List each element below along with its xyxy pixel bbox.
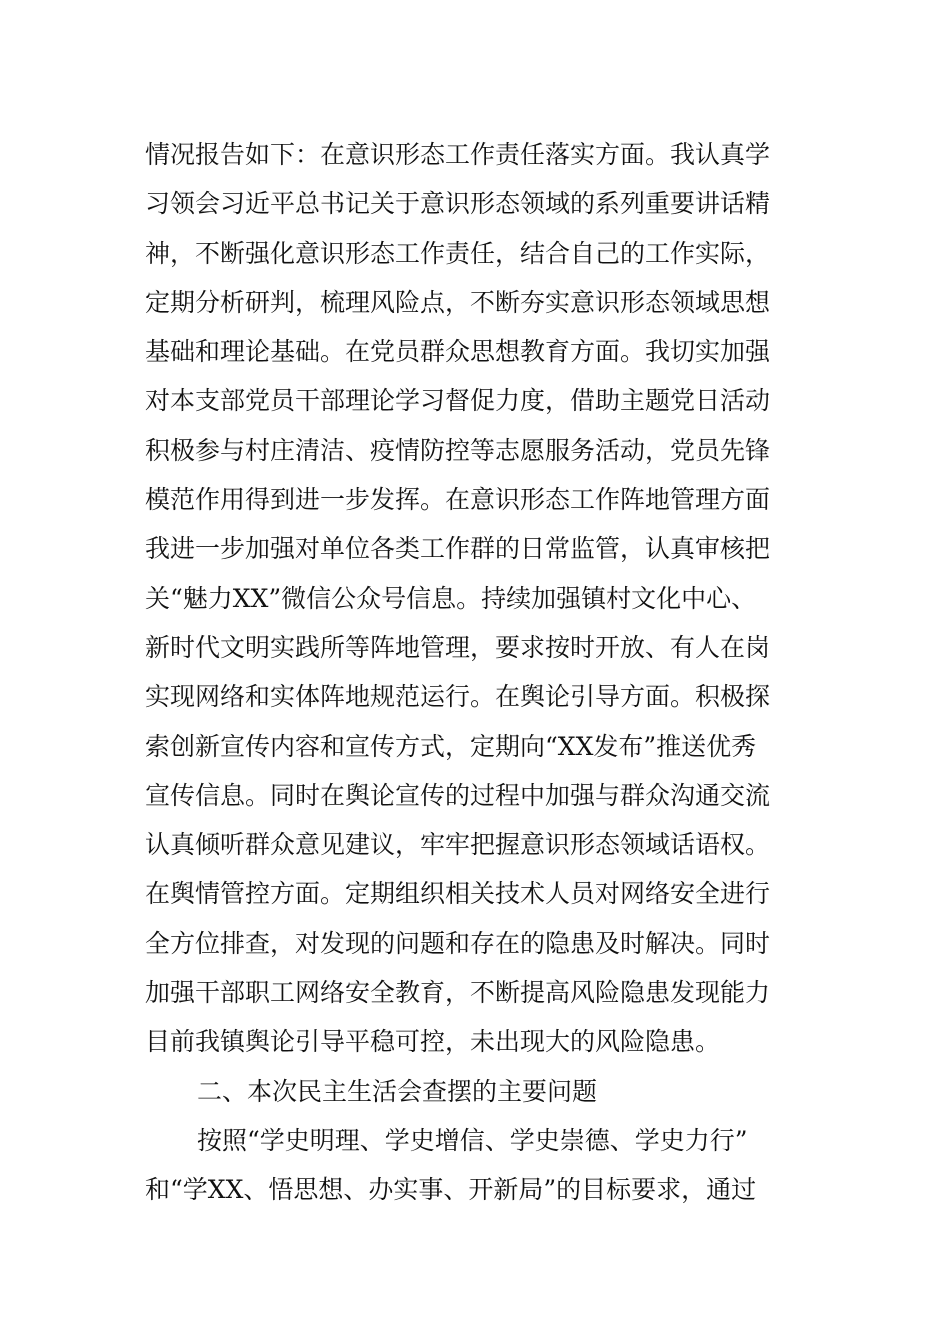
body-line: 神，不断强化意识形态工作责任，结合自己的工作实际， (145, 238, 771, 268)
body-line: 全方位排查，对发现的问题和存在的隐患及时解决。同时 (145, 928, 771, 958)
body-line: 新时代文明实践所等阵地管理，要求按时开放、有人在岗 (145, 632, 771, 662)
body-line: 认真倾听群众意见建议，牢牢把握意识形态领域话语权。 (145, 830, 771, 860)
section-heading: 二、本次民主生活会查摆的主要问题 (197, 1076, 598, 1106)
body-line: 索创新宣传内容和宣传方式，定期向“XX发布”推送优秀 (145, 731, 757, 761)
body-line: 和“学XX、悟思想、办实事、开新局”的目标要求，通过 (145, 1175, 757, 1205)
body-line: 我进一步加强对单位各类工作群的日常监管，认真审核把 (145, 534, 771, 564)
body-line: 定期分析研判，梳理风险点，不断夯实意识形态领域思想 (145, 287, 771, 317)
body-line: 情况报告如下：在意识形态工作责任落实方面。我认真学 (145, 140, 771, 169)
body-line: 关“魅力XX”微信公众号信息。持续加强镇村文化中心、 (145, 583, 757, 613)
body-line: 在舆情管控方面。定期组织相关技术人员对网络安全进行 (145, 879, 771, 909)
body-line: 按照“学史明理、学史增信、学史崇德、学史力行” (197, 1125, 748, 1155)
body-line: 实现网络和实体阵地规范运行。在舆论引导方面。积极探 (145, 682, 771, 712)
document-body (145, 130, 815, 1215)
body-line: 积极参与村庄清洁、疫情防控等志愿服务活动，党员先锋 (145, 435, 771, 465)
body-line: 对本支部党员干部理论学习督促力度，借助主题党日活动 (145, 386, 771, 416)
body-line: 加强干部职工网络安全教育，不断提高风险隐患发现能力 (145, 978, 771, 1008)
body-line: 模范作用得到进一步发挥。在意识形态工作阵地管理方面 (145, 485, 771, 515)
body-line: 宣传信息。同时在舆论宣传的过程中加强与群众沟通交流 (145, 780, 771, 810)
body-line: 习领会习近平总书记关于意识形态领域的系列重要讲话精 (145, 189, 771, 219)
body-line: 目前我镇舆论引导平稳可控，未出现大的风险隐患。 (145, 1027, 721, 1057)
body-line: 基础和理论基础。在党员群众思想教育方面。我切实加强 (145, 337, 771, 367)
